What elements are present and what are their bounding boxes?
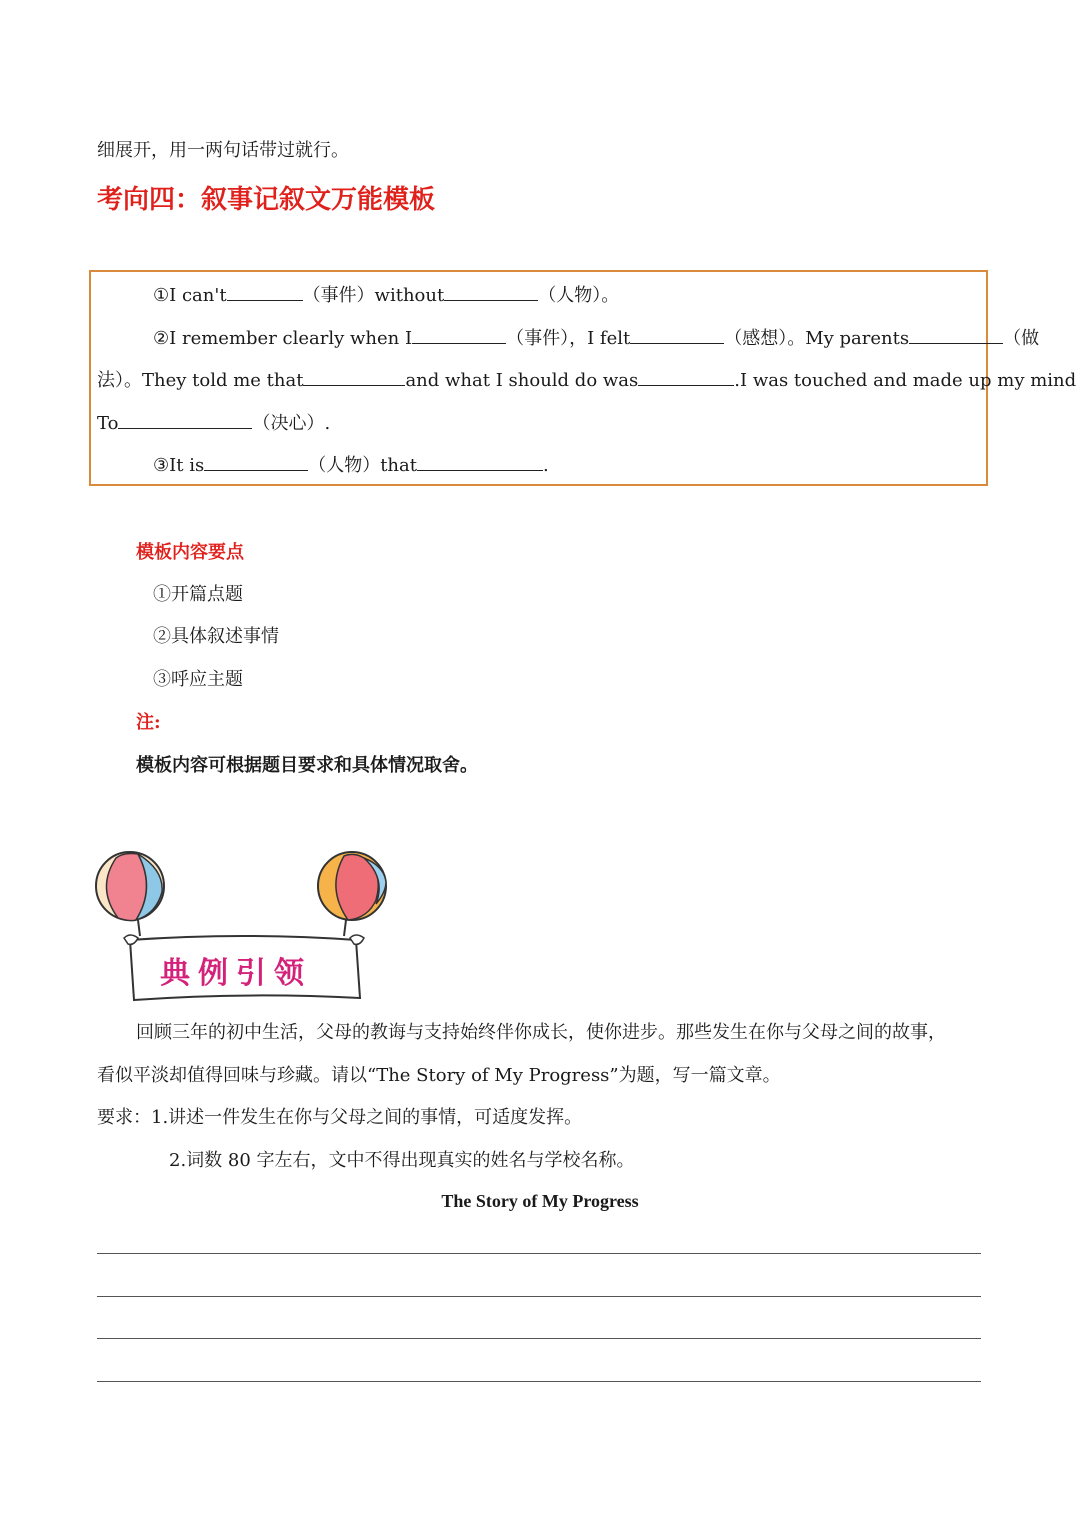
template-line-4	[97, 412, 330, 436]
template-line-2	[153, 327, 1039, 351]
template-text: （事件）without	[302, 285, 445, 306]
task-paragraph: 看似平淡却值得回味与珍藏。请以“The Story of My Progress”为题，写一篇文章。	[97, 1065, 781, 1086]
blank-line	[909, 327, 1003, 344]
point-item: ②具体叙述事情	[153, 626, 279, 647]
blank-line	[303, 369, 405, 386]
template-text: （人物）。	[538, 285, 620, 306]
section-heading: 考向四：叙事记叙文万能模板	[97, 185, 436, 215]
blank-line	[630, 327, 724, 344]
template-text: （人物）that	[308, 455, 417, 476]
intro-tail-text: 细展开，用一两句话带过就行。	[97, 140, 349, 161]
blank-line	[204, 454, 308, 471]
template-text: ③It is	[153, 455, 205, 476]
task-paragraph: 回顾三年的初中生活，父母的教诲与支持始终伴你成长，使你进步。那些发生在你与父母之间的故事，	[136, 1022, 946, 1043]
writing-line[interactable]	[97, 1338, 981, 1339]
blank-line	[227, 284, 303, 301]
blank-line	[417, 454, 543, 471]
template-text: 法）。They told me that	[97, 370, 304, 391]
requirement-1: 要求：1.讲述一件发生在你与父母之间的事情，可适度发挥。	[97, 1107, 583, 1128]
balloon-icon	[96, 852, 164, 936]
points-title: 模板内容要点	[136, 542, 244, 563]
blank-line	[412, 327, 506, 344]
template-text: （感想）。My parents	[724, 328, 910, 349]
banner-title: 典例引领	[160, 956, 312, 991]
template-text: ②I remember clearly when I	[153, 328, 413, 349]
blank-line	[118, 412, 252, 429]
blank-line	[444, 284, 538, 301]
note-label: 注:	[136, 712, 161, 733]
template-text: ①I can't	[153, 285, 227, 306]
writing-line[interactable]	[97, 1253, 981, 1254]
template-line-3	[97, 369, 1076, 393]
template-text: （做	[1003, 328, 1040, 349]
template-text: To	[97, 413, 119, 434]
essay-title: The Story of My Progress	[441, 1191, 639, 1211]
template-text: .I was touched and made up my mind	[734, 370, 1077, 391]
requirement-2: 2.词数 80 字左右，文中不得出现真实的姓名与学校名称。	[169, 1150, 635, 1171]
template-line-5	[153, 454, 549, 478]
template-line-1	[153, 284, 619, 308]
point-item: ③呼应主题	[153, 669, 243, 690]
note-text: 模板内容可根据题目要求和具体情况取舍。	[136, 755, 478, 776]
template-text: （决心）.	[252, 413, 331, 434]
template-text: .	[543, 455, 549, 476]
writing-line[interactable]	[97, 1296, 981, 1297]
template-text: （事件），I felt	[506, 328, 631, 349]
writing-line[interactable]	[97, 1381, 981, 1382]
blank-line	[638, 369, 734, 386]
point-item: ①开篇点题	[153, 584, 243, 605]
template-text: and what I should do was	[405, 370, 639, 391]
balloon-icon	[318, 852, 386, 936]
